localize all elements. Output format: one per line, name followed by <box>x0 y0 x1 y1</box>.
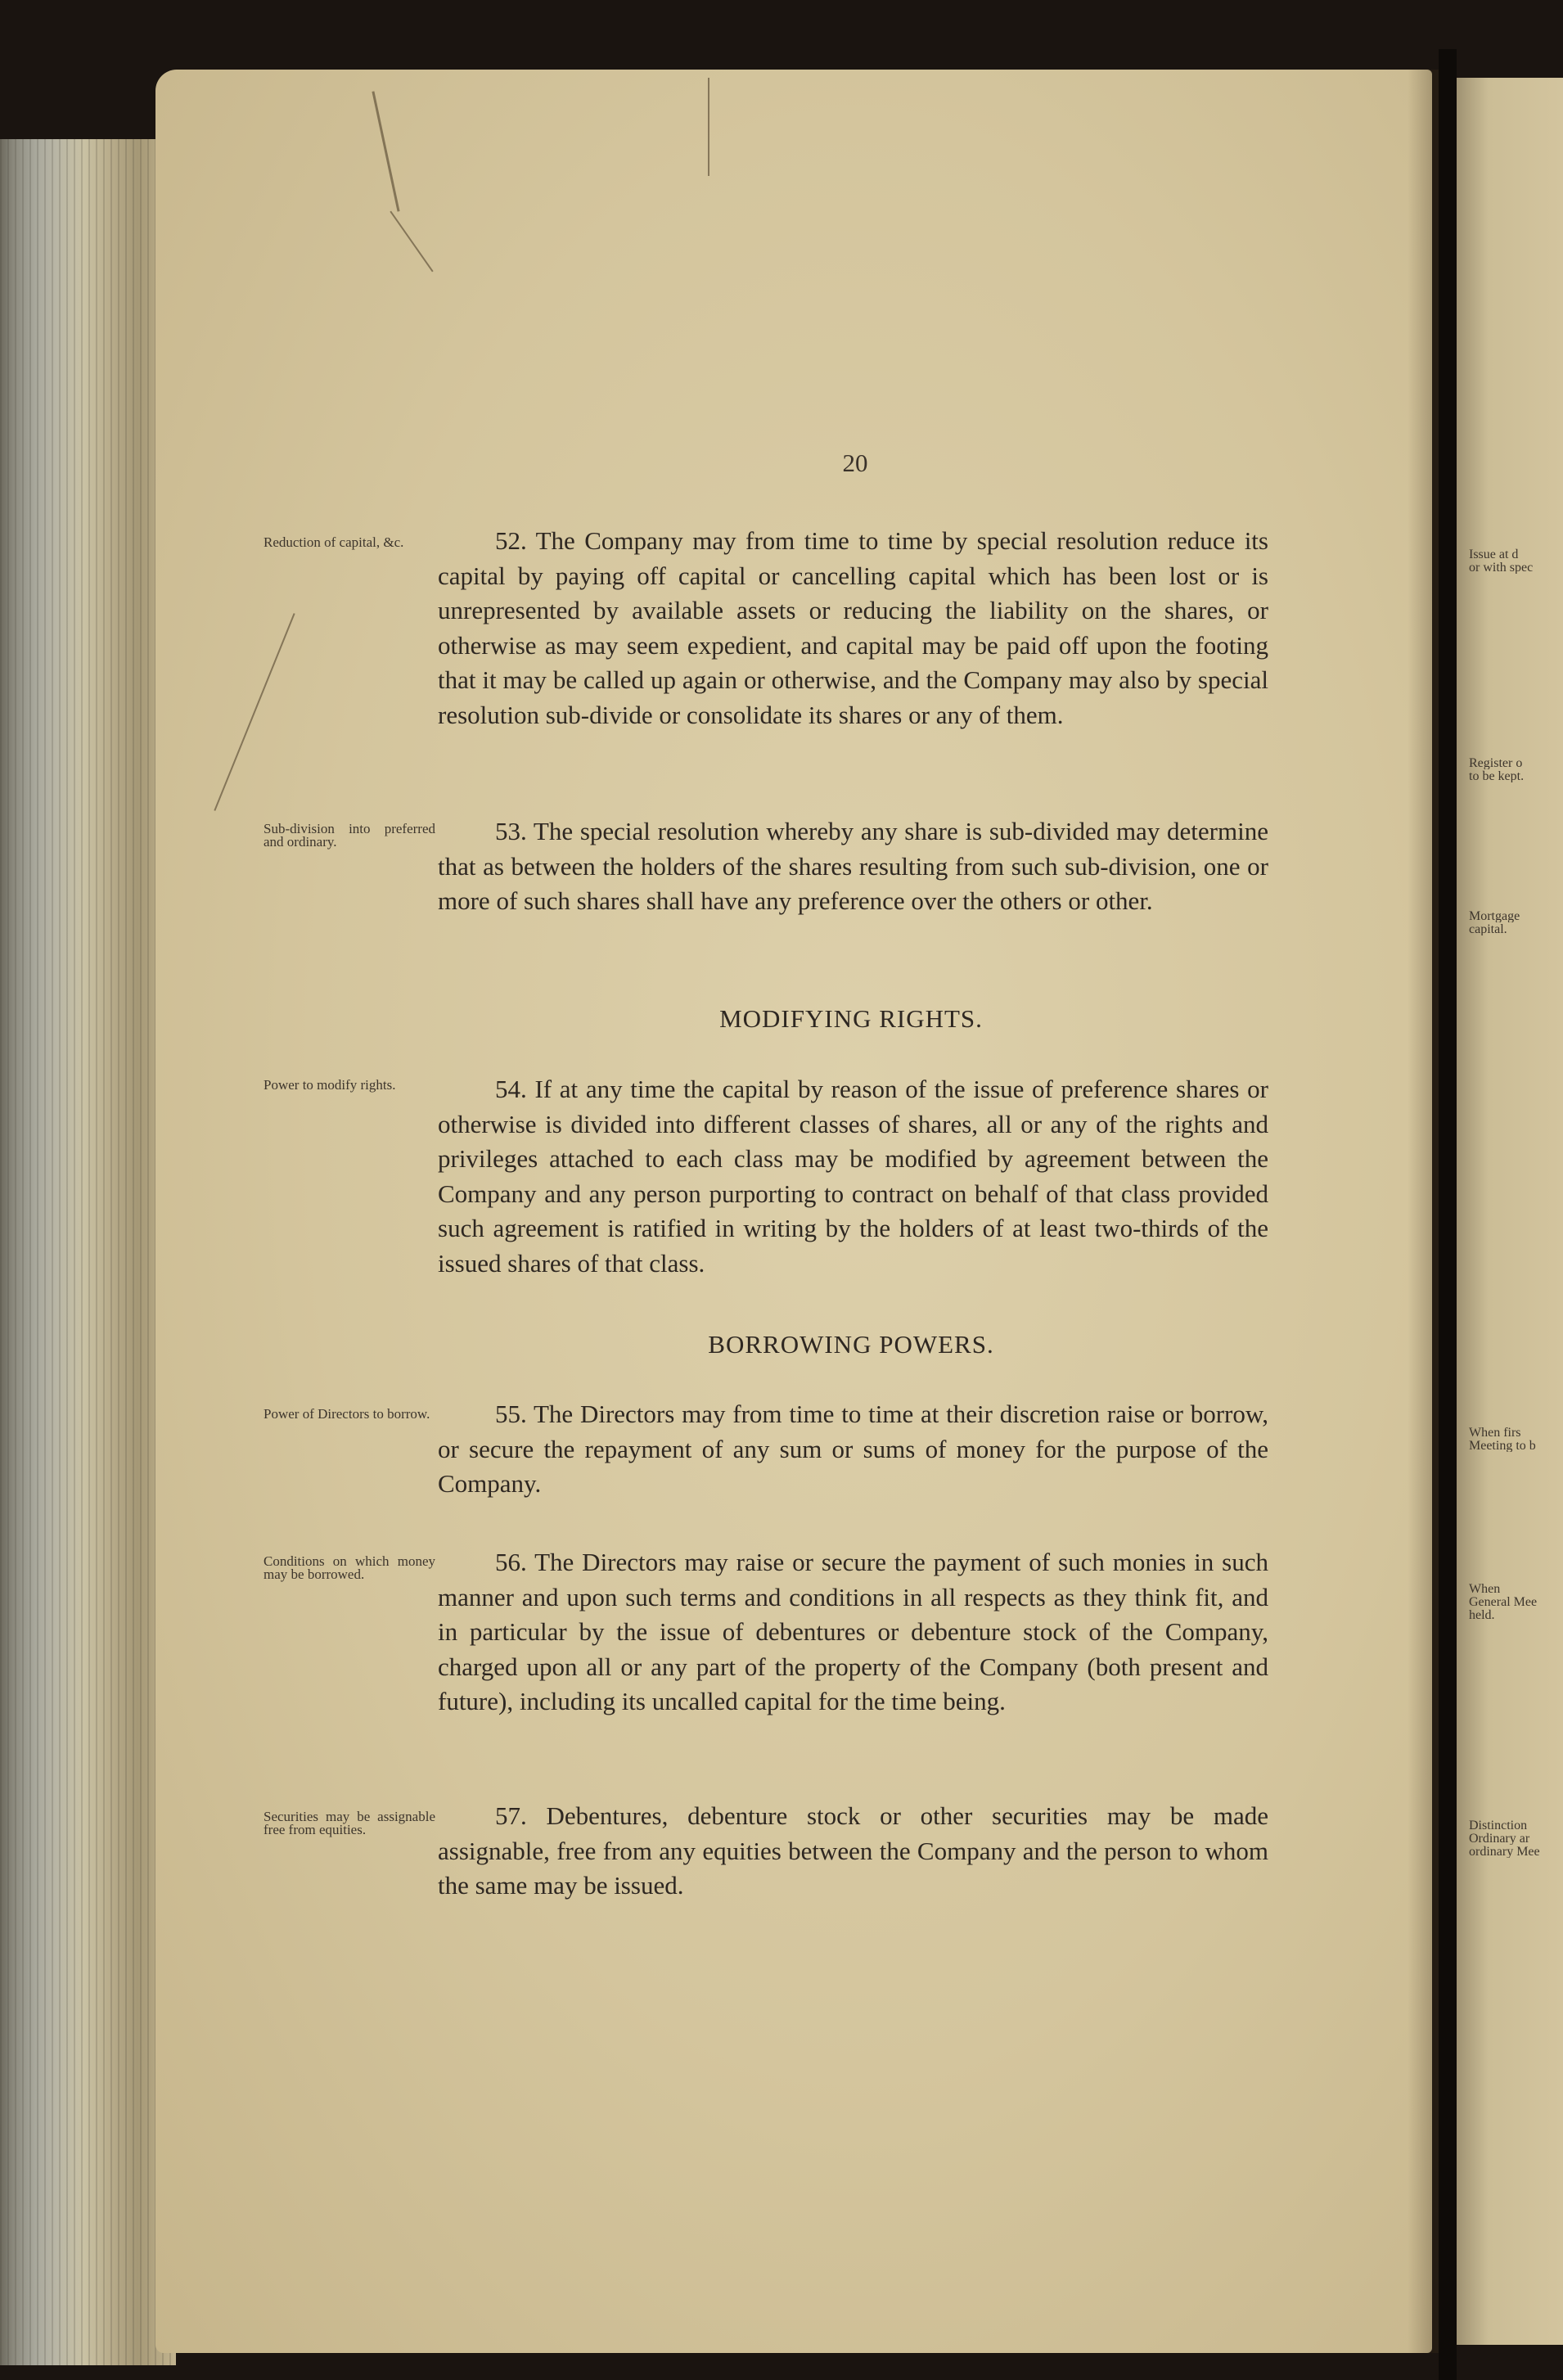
clause-55 <box>438 1397 1268 1502</box>
clause-text: 53. The special resolution whereby any share is sub-divided may determine that as between the holders of the shares resulting from such sub-division, one or more of such shares shall have any preference over the others or other. <box>438 817 1268 915</box>
margin-note: Securities may be assignable free from equities. <box>264 1809 435 1837</box>
facing-page-note: Meeting to b <box>1469 1440 1536 1452</box>
facing-page-note: When firs <box>1469 1427 1521 1439</box>
facing-page-note: or with spec <box>1469 561 1534 574</box>
facing-page-note: When <box>1469 1583 1501 1595</box>
page-edges-texture <box>0 139 176 2365</box>
page-shadow <box>1408 70 1440 2353</box>
margin-note: Power of Directors to borrow. <box>264 1406 430 1422</box>
facing-page-note: Ordinary ar <box>1469 1832 1530 1845</box>
clause-52 <box>438 524 1268 732</box>
facing-page-note: capital. <box>1469 923 1507 935</box>
clause-text: 56. The Directors may raise or secure the payment of such monies in such manner and upon such terms and conditions in all respects as they think fit, and in particular by the issue of debentures or debenture stock of the Company, charged upon all or any part of the property of the Company (both present and future), including its uncalled capital for the time being. <box>438 1548 1268 1715</box>
clause-text: 54. If at any time the capital by reason of the issue of preference shares or otherwise is divided into different classes of shares, all or any of the rights and privileges attached to each class may be modified by agreement between the Company and any person purporting to contract on behalf of that class provided such agreement is ratified in writing by the holders of at least two-thirds of the issued shares of that class. <box>438 1075 1268 1278</box>
clause-57 <box>438 1799 1268 1904</box>
facing-page-note: Issue at d <box>1469 548 1519 561</box>
clause-56 <box>438 1545 1268 1720</box>
margin-note: Power to modify rights. <box>264 1077 396 1093</box>
facing-page-note: Register o <box>1469 757 1523 769</box>
facing-page-note: to be kept. <box>1469 770 1525 782</box>
facing-page-note: Mortgage <box>1469 910 1520 922</box>
facing-page-note: ordinary Mee <box>1469 1846 1540 1858</box>
page-crack <box>708 78 709 176</box>
clause-54 <box>438 1072 1268 1281</box>
heading-modifying-rights: MODIFYING RIGHTS. <box>719 1004 983 1033</box>
clause-53 <box>438 814 1268 919</box>
book-gutter <box>1439 49 1457 2380</box>
facing-page <box>1457 78 1563 2345</box>
facing-page-note: held. <box>1469 1609 1495 1621</box>
facing-page-note: Distinction <box>1469 1819 1528 1832</box>
clause-text: 57. Debentures, debenture stock or other securities may be made assignable, free from any equities between the Company and the person to whom the same may be issued. <box>438 1801 1268 1900</box>
page-number: 20 <box>842 449 868 477</box>
heading-borrowing-powers: BORROWING POWERS. <box>708 1330 994 1359</box>
facing-page-note: General Mee <box>1469 1596 1538 1608</box>
clause-text: 55. The Directors may from time to time at their discretion raise or borrow, or secure the repayment of any sum or sums of money for the purpose of the Company. <box>438 1400 1268 1498</box>
clause-text: 52. The Company may from time to time by special resolution reduce its capital by paying off capital or cancelling capital which has been lost or is unrepresented by available assets or reducing the liability on the shares, or otherwise as may seem expedient, and capital may be paid off upon the footing that it may be called up again or otherwise, and the Company may also by special resolution sub-divide or consolidate its shares or any of them. <box>438 526 1268 729</box>
margin-note: Conditions on which money may be borrowed. <box>264 1553 435 1582</box>
margin-note: Sub-division into preferred and ordinary. <box>264 821 435 850</box>
margin-note: Reduction of capital, &c. <box>264 534 404 550</box>
